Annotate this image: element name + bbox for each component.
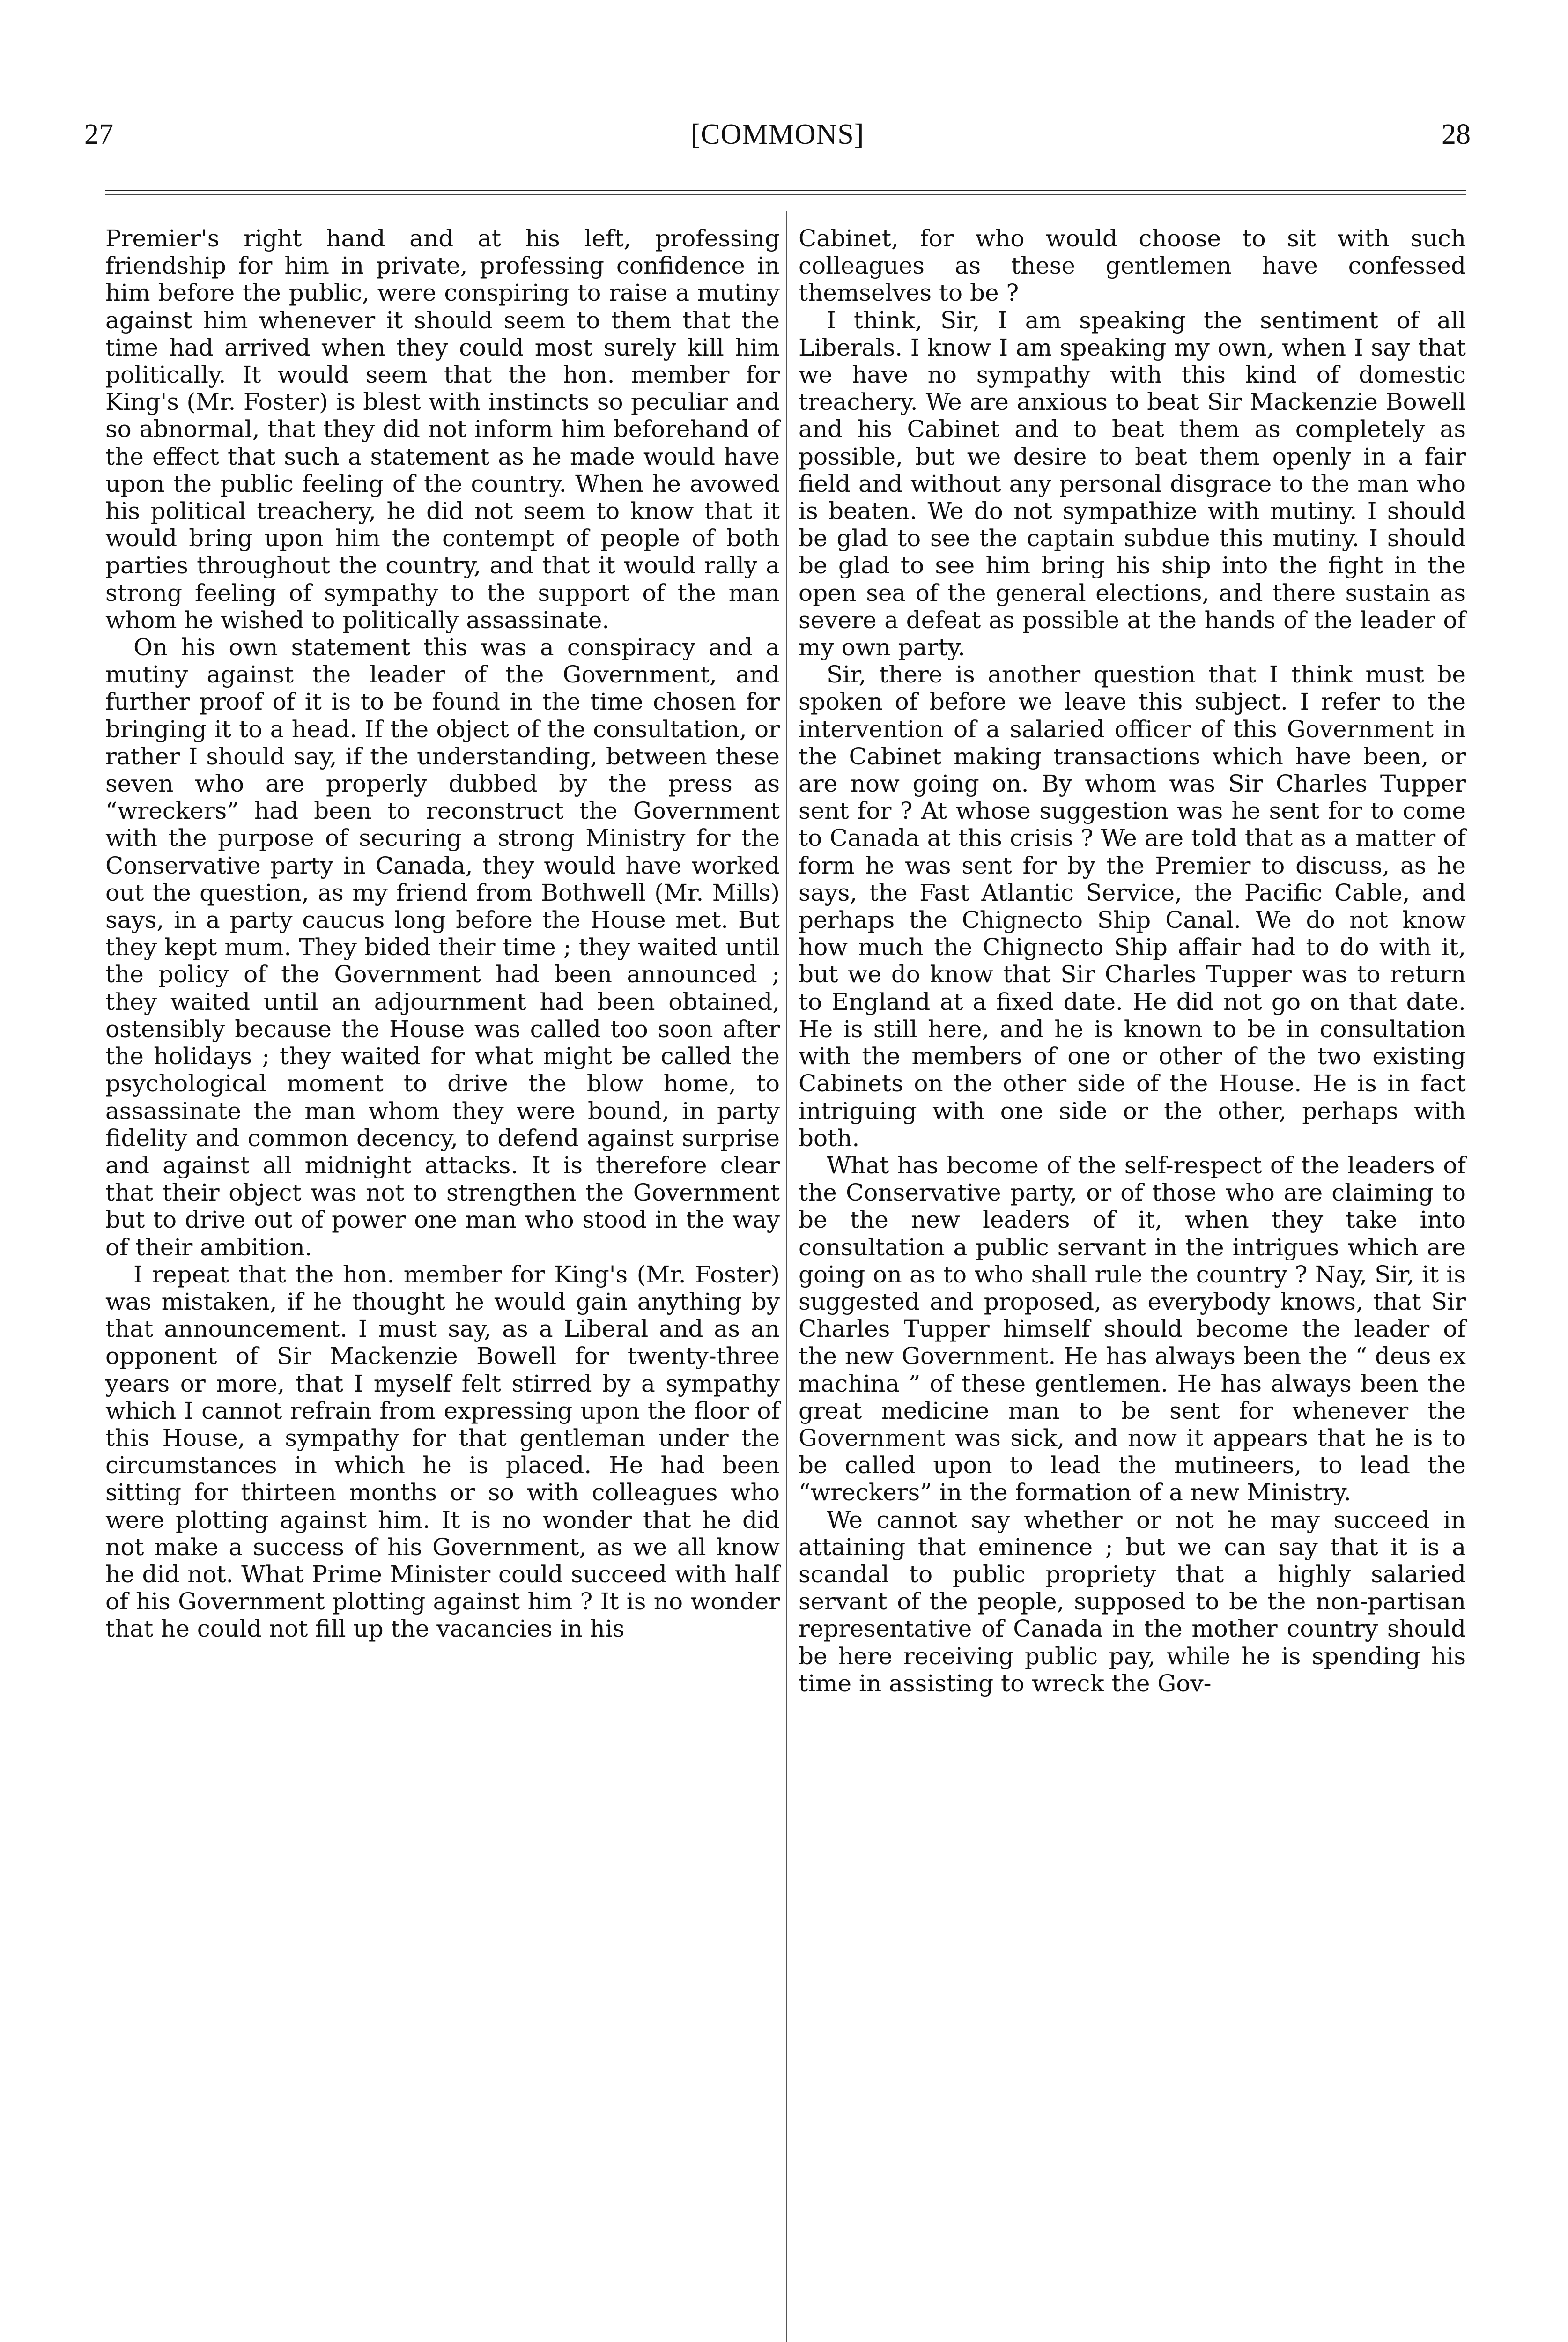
- paragraph: Sir, there is another question that I think must be spoken of before we leave this subject. I refer to the intervention of a salaried officer of this Government in the Cabinet making transactions which have been, or are now going on. By whom was Sir Charles Tupper sent for ? At whose suggestion was he sent for to come to Canada at this crisis ? We are told that as a matter of form he was sent for by the Premier to discuss, as he says, the Fast Atlantic Service, the Pacific Cable, and perhaps the Chignecto Ship Canal. We do not know how much the Chignecto Ship affair had to do with it, but we do know that Sir Charles Tupper was to return to England at a fixed date. He did not go on that date. He is still here, and he is known to be in consultation with the members of one or other of the two existing Cabinets on the other side of the House. He is in fact intriguing with one side or the other, perhaps with both.: [799, 661, 1466, 1152]
- right-column: [799, 225, 1466, 1697]
- paragraph: Premier's right hand and at his left, professing friendship for him in private, professing confidence in him before the public, were conspiring to raise a mutiny against him whenever it should seem to them that the time had arrived when they could most surely kill him politically. It would seem that the hon. member for King's (Mr. Foster) is blest with instincts so peculiar and so abnormal, that they did not inform him beforehand of the effect that such a statement as he made would have upon the public feeling of the country. When he avowed his political treachery, he did not seem to know that it would bring upon him the contempt of people of both parties throughout the country, and that it would rally a strong feeling of sympathy to the support of the man whom he wished to politically assassinate.: [105, 225, 780, 634]
- column-divider: [786, 211, 787, 2342]
- paragraph: What has become of the self-respect of the leaders of the Conservative party, or of those who are claiming to be the new leaders of it, when they take into consultation a public servant in the intrigues which are going on as to who shall rule the country ? Nay, Sir, it is suggested and proposed, as everybody knows, that Sir Charles Tupper himself should become the leader of the new Government. He has always been the “ deus ex machina ” of these gentlemen. He has always been the great medicine man to be sent for whenever the Government was sick, and now it appears that he is to be called upon to lead the mutineers, to lead the “wreckers” in the formation of a new Ministry.: [799, 1151, 1466, 1506]
- paragraph: I think, Sir, I am speaking the sentiment of all Liberals. I know I am speaking my own, when I say that we have no sympathy with this kind of domestic treachery. We are anxious to beat Sir Mackenzie Bowell and his Cabinet and to beat them as completely as possible, but we desire to beat them openly in a fair field and without any personal disgrace to the man who is beaten. We do not sympathize with mutiny. I should be glad to see the captain subdue this mutiny. I should be glad to see him bring his ship into the fight in the open sea of the general elections, and there sustain as severe a defeat as possible at the hands of the leader of my own party.: [799, 306, 1466, 661]
- paragraph: We cannot say whether or not he may succeed in attaining that eminence ; but we can say that it is a scandal to public propriety that a highly salaried servant of the people, supposed to be the non-partisan representative of Canada in the mother country should be here receiving public pay, while he is spending his time in assisting to wreck the Gov-: [799, 1506, 1466, 1697]
- page-number-right: 28: [1442, 119, 1471, 150]
- paragraph: I repeat that the hon. member for King's (Mr. Foster) was mistaken, if he thought he would gain anything by that announcement. I must say, as a Liberal and as an opponent of Sir Mackenzie Bowell for twenty-three years or more, that I myself felt stirred by a sympathy which I cannot refrain from expressing upon the floor of this House, a sympathy for that gentleman under the circumstances in which he is placed. He had been sitting for thirteen months or so with colleagues who were plotting against him. It is no wonder that he did not make a success of his Government, as we all know he did not. What Prime Minister could succeed with half of his Government plotting against him ? It is no wonder that he could not fill up the vacancies in his: [105, 1260, 780, 1643]
- page-number-left: 27: [84, 119, 113, 150]
- paragraph: Cabinet, for who would choose to sit with such colleagues as these gentlemen have confessed themselves to be ?: [799, 225, 1466, 307]
- left-column: [105, 225, 780, 1643]
- running-head: [COMMONS]: [690, 119, 865, 150]
- paragraph: On his own statement this was a conspiracy and a mutiny against the leader of the Government, and further proof of it is to be found in the time chosen for bringing it to a head. If the object of the consultation, or rather I should say, if the understanding, between these seven who are properly dubbed by the press as “wreckers” had been to reconstruct the Government with the purpose of securing a strong Ministry for the Conservative party in Canada, they would have worked out the question, as my friend from Bothwell (Mr. Mills) says, in a party caucus long before the House met. But they kept mum. They bided their time ; they waited until the policy of the Government had been announced ; they waited until an adjournment had been obtained, ostensibly because the House was called too soon after the holidays ; they waited for what might be called the psychological moment to drive the blow home, to assassinate the man whom they were bound, in party fidelity and common decency, to defend against surprise and against all midnight attacks. It is therefore clear that their object was not to strengthen the Government but to drive out of power one man who stood in the way of their ambition.: [105, 634, 780, 1261]
- header-rule: [105, 190, 1466, 191]
- header-rule-thin: [105, 194, 1466, 195]
- page-header: [84, 109, 1471, 160]
